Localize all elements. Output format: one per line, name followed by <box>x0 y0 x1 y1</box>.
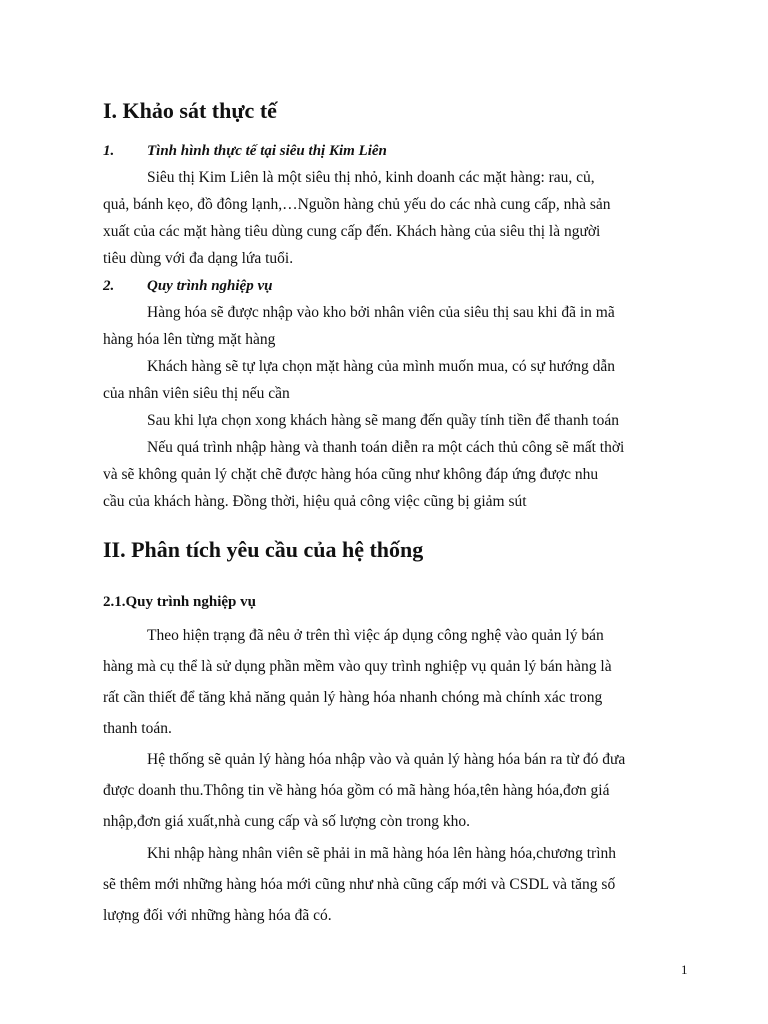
section-2-1-heading: 2.1.Quy trình nghiệp vụ <box>103 594 256 610</box>
paragraph-line: Khi nhập hàng nhân viên sẽ phải in mã hàng hóa lên hàng hóa,chương trình <box>147 845 616 862</box>
section-1-heading: I. Khảo sát thực tế <box>103 98 277 123</box>
paragraph-line: tiêu dùng với đa dạng lứa tuổi. <box>103 250 294 267</box>
paragraph-line: cầu của khách hàng. Đồng thời, hiệu quả công việc cũng bị giảm sút <box>103 493 527 510</box>
paragraph-line: xuất của các mặt hàng tiêu dùng cung cấp đến. Khách hàng của siêu thị là người <box>103 223 601 240</box>
paragraph-line: Hàng hóa sẽ được nhập vào kho bởi nhân viên của siêu thị sau khi đã in mã <box>147 304 615 321</box>
paragraph-line: thanh toán. <box>103 720 172 737</box>
paragraph-line: Sau khi lựa chọn xong khách hàng sẽ mang đến quầy tính tiền để thanh toán <box>147 412 620 429</box>
paragraph-line: quả, bánh kẹo, đồ đông lạnh,…Nguồn hàng chủ yếu do các nhà cung cấp, nhà sản <box>103 196 611 213</box>
item-1-title: Tình hình thực tế tại siêu thị Kim Liên <box>147 143 387 159</box>
page-number: 1 <box>681 962 688 977</box>
paragraph-line: hàng mà cụ thể là sử dụng phần mềm vào quy trình nghiệp vụ quản lý bán hàng là <box>103 658 612 675</box>
paragraph-line: nhập,đơn giá xuất,nhà cung cấp và số lượng còn trong kho. <box>103 813 471 830</box>
paragraph-line: rất cần thiết để tăng khả năng quản lý hàng hóa nhanh chóng mà chính xác trong <box>103 689 603 706</box>
paragraph-line: sẽ thêm mới những hàng hóa mới cũng như nhà cũng cấp mới và CSDL và tăng số <box>103 876 616 893</box>
section-2-heading: II. Phân tích yêu cầu của hệ thống <box>103 537 424 562</box>
paragraph-line: được doanh thu.Thông tin về hàng hóa gồm có mã hàng hóa,tên hàng hóa,đơn giá <box>103 782 610 799</box>
paragraph-line: của nhân viên siêu thị nếu cần <box>103 385 290 402</box>
paragraph-line: Hệ thống sẽ quản lý hàng hóa nhập vào và quản lý hàng hóa bán ra từ đó đưa <box>147 751 626 768</box>
paragraph-line: Khách hàng sẽ tự lựa chọn mặt hàng của mình muốn mua, có sự hướng dẫn <box>147 358 615 375</box>
item-2-title: Quy trình nghiệp vụ <box>147 278 273 294</box>
paragraph-line: Siêu thị Kim Liên là một siêu thị nhỏ, kinh doanh các mặt hàng: rau, củ, <box>147 169 595 186</box>
paragraph-line: và sẽ không quản lý chặt chẽ được hàng hóa cũng như không đáp ứng được nhu <box>103 466 599 483</box>
paragraph-line: Theo hiện trạng đã nêu ở trên thì việc áp dụng công nghệ vào quản lý bán <box>147 627 604 644</box>
paragraph-line: Nếu quá trình nhập hàng và thanh toán diễn ra một cách thủ công sẽ mất thời <box>147 439 625 456</box>
paragraph-line: lượng đối với những hàng hóa đã có. <box>103 907 332 924</box>
item-1-number: 1. <box>103 143 115 159</box>
item-2-number: 2. <box>103 278 115 294</box>
paragraph-line: hàng hóa lên từng mặt hàng <box>103 331 276 348</box>
